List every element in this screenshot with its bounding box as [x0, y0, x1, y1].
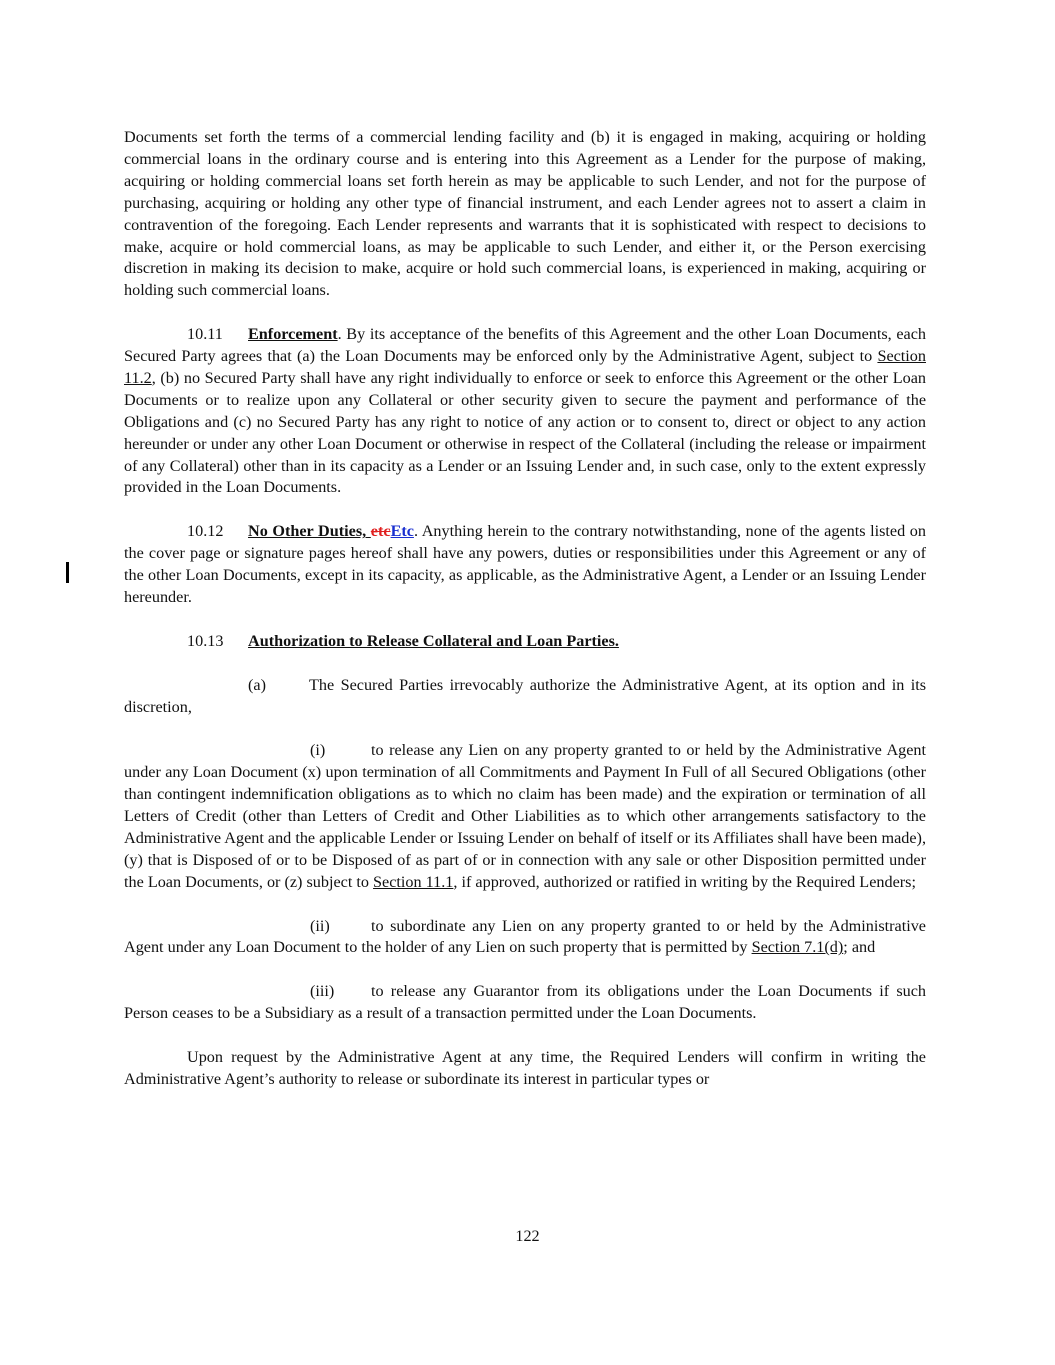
section-reference-link[interactable]: Section 11.1	[373, 872, 454, 891]
section-10-13-heading	[124, 631, 926, 653]
deleted-text-revision: etc	[370, 522, 391, 541]
section-10-11: 10.11 Enforcement. By its acceptance of the benefits of this Agreement and the other Loan Documents, each Secured Party agrees that (a) the Loan Documents may be enforced only by the Administrative Agent, subject to Section 11.2, (b) no Secured Party shall have any right individually to enforce or seek to enforce this Agreement or the other Loan Documents or to realize upon any Collateral or other security given to secure the payment and performance of the Obligations and (c) no Secured Party has any right to notice of any action or to consent to, direct or object to any action hereunder or under any other Loan Document or otherwise in respect of the Collateral (including the release or impairment of any Collateral) other than in its capacity as a Lender or an Issuing Lender and, in such case, only to the extent expressly provided in the Loan Documents.	[124, 325, 926, 497]
section-number: 10.12	[187, 522, 224, 541]
clause-a: (a) The Secured Parties irrevocably authorize the Administrative Agent, at its option and in its discretion,	[124, 675, 926, 716]
clause-label: (ii)	[310, 916, 330, 935]
section-heading: Enforcement	[248, 325, 338, 344]
closing-paragraph: Upon request by the Administrative Agent at any time, the Required Lenders will confirm in writing the Administrative Agent’s authority to release or subordinate its interest in particular types or	[124, 1047, 926, 1088]
section-10-12: 10.12 No Other Duties, etcEtc. Anything herein to the contrary notwithstanding, none of the agents listed on the cover page or signature pages hereof shall have any powers, duties or responsibilities under this Agreement or any of the other Loan Documents, except in its capacity, as applicable, as the Administrative Agent, a Lender or an Issuing Lender hereunder.	[124, 522, 926, 606]
intro-paragraph: Documents set forth the terms of a commercial lending facility and (b) it is engaged in making, acquiring or holding commercial loans in the ordinary course and is entering into this Agreement as a Lender for the purpose of making, acquiring or holding commercial loans set forth herein as may be applicable to such Lender, and not for the purpose of purchasing, acquiring or holding any other type of financial instrument, and each Lender agrees not to assert a claim in contravention of the foregoing. Each Lender represents and warrants that it is sophisticated with respect to decisions to make, acquire or hold commercial loans, as may be applicable to such Lender, and either it, or the Person exercising discretion in making its decision to make, acquire or hold such commercial loans, is experienced in making, acquiring or holding such commercial loans.	[124, 128, 926, 300]
document-body	[124, 127, 926, 1091]
clause-label: (i)	[310, 741, 326, 760]
clause-label: (iii)	[310, 982, 335, 1001]
revision-change-bar	[66, 562, 69, 583]
section-heading: No Other Duties,	[248, 522, 371, 541]
clause-label: (a)	[248, 675, 266, 694]
section-heading: Authorization to Release Collateral and Loan Parties.	[248, 631, 619, 650]
section-reference-link[interactable]: Section 11.2	[124, 347, 926, 387]
section-number: 10.11	[187, 325, 223, 344]
inserted-text-revision: Etc	[390, 522, 414, 541]
section-reference-link[interactable]: Section 7.1(d)	[751, 938, 844, 957]
clause-iii: (iii) to release any Guarantor from its obligations under the Loan Documents if such Person ceases to be a Subsidiary as a result of a transaction permitted under the Loan Documents.	[124, 982, 926, 1023]
section-number: 10.13	[187, 631, 224, 650]
clause-ii: (ii) to subordinate any Lien on any property granted to or held by the Administrative Agent under any Loan Document to the holder of any Lien on such property that is permitted by Section 7.1(d); and	[124, 916, 926, 957]
page-number: 122	[515, 1227, 540, 1245]
clause-i: (i) to release any Lien on any property granted to or held by the Administrative Agent under any Loan Document (x) upon termination of all Commitments and Payment In Full of all Secured Obligations (other than contingent indemnification obligations as to which no claim has been made) and the expiration or termination of all Letters of Credit (other than Letters of Credit and Other Liabilities as to which other arrangements satisfactory to the Administrative Agent and the applicable Lender or Issuing Lender on behalf of itself or its Affiliates shall have been made), (y) that is Disposed of or to be Disposed of as part of or in connection with any sale or other Disposition permitted under the Loan Documents, or (z) subject to Section 11.1, if approved, authorized or ratified in writing by the Required Lenders;	[124, 741, 926, 891]
